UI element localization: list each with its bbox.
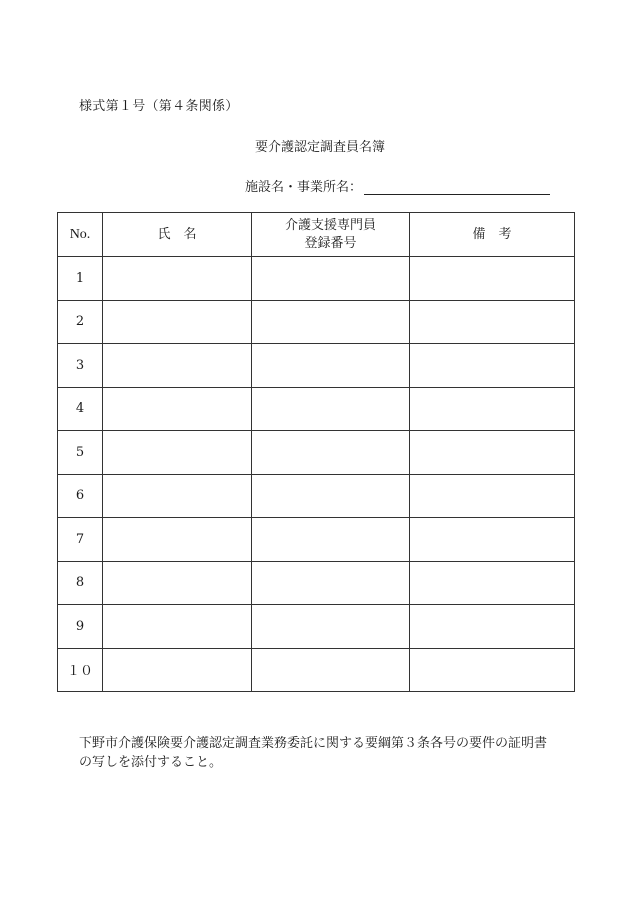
header-name: 氏 名 — [103, 213, 252, 257]
row-number: 8 — [58, 561, 103, 605]
registration-cell[interactable] — [252, 387, 410, 431]
row-number: 1 — [58, 257, 103, 301]
table-row — [58, 561, 575, 605]
table-row — [58, 605, 575, 649]
table-header-row — [58, 213, 575, 257]
roster-body — [58, 257, 575, 692]
row-number: 6 — [58, 474, 103, 518]
row-number: 5 — [58, 431, 103, 475]
name-cell[interactable] — [103, 474, 252, 518]
facility-label: 施設名・事業所名： — [245, 180, 363, 195]
row-number: 3 — [58, 344, 103, 388]
name-cell[interactable] — [103, 518, 252, 562]
remarks-cell[interactable] — [410, 431, 575, 475]
registration-cell[interactable] — [252, 257, 410, 301]
remarks-cell[interactable] — [410, 300, 575, 344]
name-cell[interactable] — [103, 648, 252, 692]
row-number: 7 — [58, 518, 103, 562]
row-number: 2 — [58, 300, 103, 344]
name-cell[interactable] — [103, 431, 252, 475]
name-cell[interactable] — [103, 300, 252, 344]
remarks-cell[interactable] — [410, 605, 575, 649]
registration-cell[interactable] — [252, 561, 410, 605]
table-row — [58, 387, 575, 431]
header-remarks: 備 考 — [410, 213, 575, 257]
table-row — [58, 518, 575, 562]
name-cell[interactable] — [103, 605, 252, 649]
attachment-note: 下野市介護保険要介護認定調査業務委託に関する要綱第３条各号の要件の証明書の写しを添付すること。 — [79, 736, 548, 770]
table-row — [58, 344, 575, 388]
name-cell[interactable] — [103, 561, 252, 605]
row-number: 9 — [58, 605, 103, 649]
registration-cell[interactable] — [252, 474, 410, 518]
roster-table — [57, 212, 575, 692]
remarks-cell[interactable] — [410, 561, 575, 605]
row-number: １０ — [58, 648, 103, 692]
document-title: 要介護認定調査員名簿 — [254, 140, 385, 155]
registration-cell[interactable] — [252, 518, 410, 562]
facility-name-row — [245, 176, 550, 195]
name-cell[interactable] — [103, 257, 252, 301]
remarks-cell[interactable] — [410, 648, 575, 692]
registration-cell[interactable] — [252, 344, 410, 388]
remarks-cell[interactable] — [410, 474, 575, 518]
remarks-cell[interactable] — [410, 387, 575, 431]
name-cell[interactable] — [103, 387, 252, 431]
remarks-cell[interactable] — [410, 344, 575, 388]
registration-cell[interactable] — [252, 431, 410, 475]
remarks-cell[interactable] — [410, 257, 575, 301]
row-number: 4 — [58, 387, 103, 431]
table-row — [58, 257, 575, 301]
table-row — [58, 431, 575, 475]
facility-name-field[interactable] — [364, 180, 550, 195]
header-no: No. — [58, 213, 103, 257]
registration-cell[interactable] — [252, 648, 410, 692]
registration-cell[interactable] — [252, 605, 410, 649]
table-row — [58, 474, 575, 518]
remarks-cell[interactable] — [410, 518, 575, 562]
registration-cell[interactable] — [252, 300, 410, 344]
header-registration-line1: 介護支援専門員 — [284, 217, 376, 233]
table-row — [58, 648, 575, 692]
form-number: 様式第１号（第４条関係） — [79, 99, 239, 114]
header-registration-line2: 登録番号 — [304, 235, 357, 251]
header-registration-number — [252, 213, 410, 257]
table-row — [58, 300, 575, 344]
name-cell[interactable] — [103, 344, 252, 388]
